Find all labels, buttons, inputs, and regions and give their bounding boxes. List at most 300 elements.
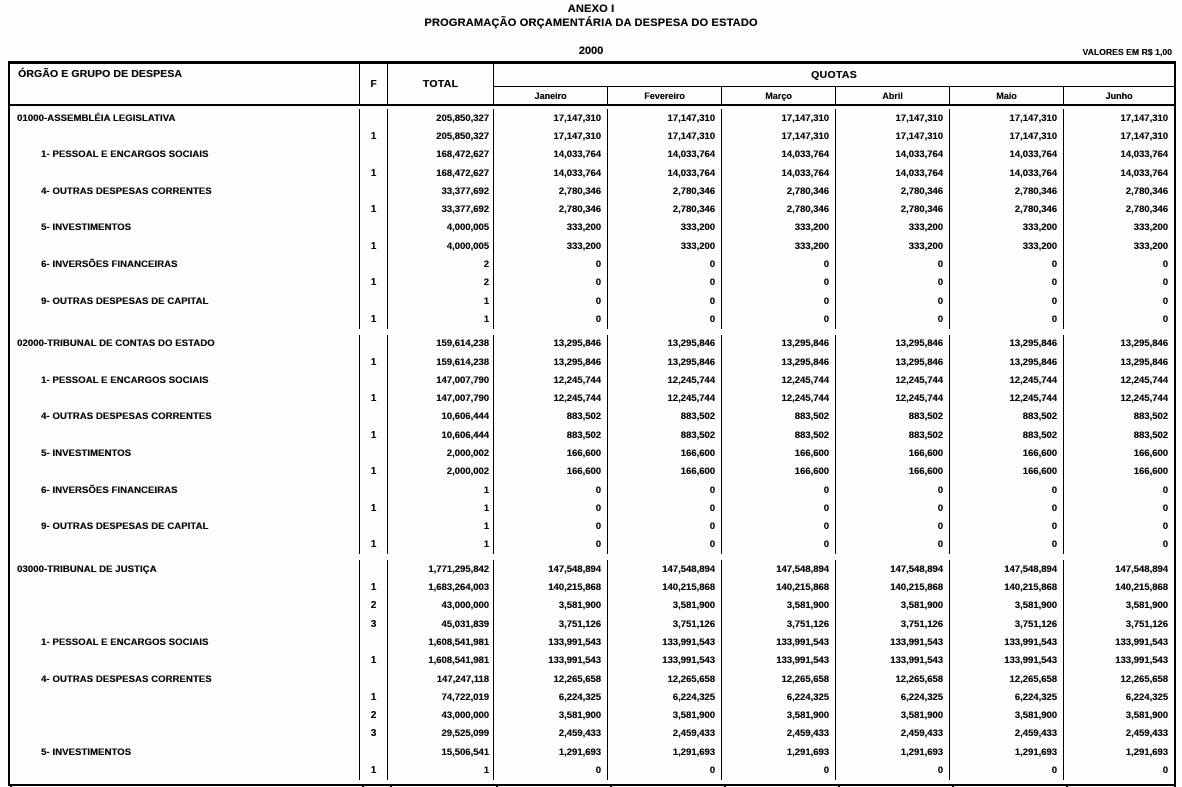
organ-group-label: [10, 652, 360, 670]
funding-source-cell: 1: [360, 274, 388, 292]
month-value-cell: 0: [722, 761, 836, 779]
organ-group-label: [10, 274, 360, 292]
month-value-cell: 3,581,900: [836, 707, 950, 725]
month-value-cell: 0: [836, 499, 950, 517]
month-value-cell: 333,200: [1133, 240, 1168, 252]
month-value-cell: 883,502: [722, 426, 836, 444]
month-value-cell: 333,200: [722, 237, 836, 255]
month-value-cell: 0: [608, 761, 722, 779]
organ-group-label: 9- OUTRAS DESPESAS DE CAPITAL: [10, 292, 360, 310]
funding-source-cell: 1: [360, 127, 388, 145]
month-value-cell: 17,147,310: [722, 127, 836, 145]
month-value-cell: 13,295,846: [836, 353, 950, 371]
total-value-cell: 1: [388, 536, 494, 554]
month-value-cell: 0: [494, 518, 608, 536]
total-value-cell: 1: [388, 518, 494, 536]
month-value-cell: 2,459,433: [836, 725, 950, 743]
month-value-cell: 12,245,744: [836, 371, 950, 389]
table-row: [10, 182, 1174, 200]
month-value-cell: 17,147,310: [1120, 112, 1168, 124]
funding-source-cell: [360, 292, 388, 310]
month-value-cell: 14,033,764: [950, 146, 1064, 164]
month-value-cell: 12,245,744: [722, 371, 836, 389]
month-value-cell: 3,581,900: [836, 597, 950, 615]
organ-group-label: 5- INVESTIMENTOS: [10, 743, 360, 761]
month-value-cell: 166,600: [494, 463, 608, 481]
month-value-cell: 166,600: [836, 444, 950, 462]
funding-source-cell: 3: [360, 615, 388, 633]
funding-source-cell: 1: [360, 353, 388, 371]
table-row: [10, 335, 1174, 353]
month-value-cell: 166,600: [1133, 466, 1168, 478]
month-value-cell: 166,600: [608, 463, 722, 481]
funding-source-cell: [360, 109, 388, 127]
month-value-cell: 0: [1162, 539, 1168, 551]
organ-group-label: 4- OUTRAS DESPESAS CORRENTES: [10, 182, 360, 200]
month-value-cell: 2,780,346: [722, 182, 836, 200]
month-value-cell: 333,200: [608, 237, 722, 255]
funding-source-cell: [360, 670, 388, 688]
total-value-cell: 168,472,627: [388, 164, 494, 182]
total-value-cell: 74,722,019: [388, 688, 494, 706]
total-value-cell: 29,525,099: [388, 725, 494, 743]
month-value-cell: 3,581,900: [722, 707, 836, 725]
month-value-cell: 133,991,543: [608, 652, 722, 670]
organ-group-label: [10, 426, 360, 444]
month-value-cell: 147,548,894: [950, 560, 1064, 578]
month-value-cell: 0: [1162, 259, 1168, 271]
month-value-cell: 2,780,346: [950, 182, 1064, 200]
month-value-cell: 166,600: [494, 444, 608, 462]
month-value-cell: 883,502: [1133, 429, 1168, 441]
organ-group-label: 6- INVERSÕES FINANCEIRAS: [10, 481, 360, 499]
total-value-cell: 4,000,005: [388, 237, 494, 255]
funding-source-cell: 2: [360, 597, 388, 615]
month-value-cell: 0: [722, 292, 836, 310]
month-value-cell: 13,295,846: [608, 353, 722, 371]
table-row: [10, 426, 1174, 444]
total-value-cell: 10,606,444: [388, 408, 494, 426]
funding-source-cell: 1: [360, 237, 388, 255]
month-value-cell: 2,780,346: [836, 200, 950, 218]
funding-source-cell: 1: [360, 688, 388, 706]
table-row: [10, 444, 1174, 462]
month-value-cell: 0: [494, 310, 608, 328]
total-value-cell: 1,771,295,842: [388, 560, 494, 578]
table-row: [10, 292, 1174, 310]
organ-group-label: [10, 353, 360, 371]
organ-group-label: 4- OUTRAS DESPESAS CORRENTES: [10, 408, 360, 426]
funding-source-cell: 1: [360, 761, 388, 779]
month-value-cell: 13,295,846: [1120, 338, 1168, 350]
month-value-cell: 12,245,744: [1120, 374, 1168, 386]
month-value-cell: 0: [1162, 521, 1168, 533]
funding-source-cell: [360, 743, 388, 761]
month-value-cell: 333,200: [836, 237, 950, 255]
month-value-cell: 166,600: [950, 463, 1064, 481]
organ-group-label: [10, 578, 360, 596]
month-value-cell: 14,033,764: [1120, 167, 1168, 179]
month-value-cell: 12,245,744: [836, 389, 950, 407]
month-value-cell: 0: [722, 481, 836, 499]
funding-source-cell: 1: [360, 389, 388, 407]
month-value-cell: 0: [494, 499, 608, 517]
month-value-cell: 0: [494, 292, 608, 310]
table-row: [10, 688, 1174, 706]
funding-source-cell: 1: [360, 499, 388, 517]
total-value-cell: 1,683,264,003: [388, 578, 494, 596]
organ-group-label: 1- PESSOAL E ENCARGOS SOCIAIS: [10, 371, 360, 389]
total-value-cell: 2: [388, 255, 494, 273]
month-value-cell: 133,991,543: [1115, 655, 1168, 667]
total-value-cell: 1: [388, 761, 494, 779]
month-value-cell: 0: [494, 481, 608, 499]
month-value-cell: 883,502: [836, 426, 950, 444]
month-value-cell: 0: [722, 518, 836, 536]
table-row: [10, 310, 1174, 328]
month-value-cell: 0: [608, 255, 722, 273]
month-value-cell: 147,548,894: [608, 560, 722, 578]
month-value-cell: 12,265,658: [608, 670, 722, 688]
month-value-cell: 17,147,310: [836, 109, 950, 127]
month-value-cell: 883,502: [722, 408, 836, 426]
month-value-cell: 133,991,543: [1115, 636, 1168, 648]
total-value-cell: 15,506,541: [388, 743, 494, 761]
organ-group-label: [10, 597, 360, 615]
month-value-cell: 2,780,346: [608, 200, 722, 218]
month-value-cell: 2,459,433: [950, 725, 1064, 743]
funding-source-cell: [360, 408, 388, 426]
month-value-cell: 2,780,346: [608, 182, 722, 200]
month-value-cell: 883,502: [950, 408, 1064, 426]
total-value-cell: 2,000,002: [388, 444, 494, 462]
organ-group-label: 03000-TRIBUNAL DE JUSTIÇA: [10, 560, 360, 578]
month-value-cell: 17,147,310: [1120, 130, 1168, 142]
month-value-cell: 0: [494, 255, 608, 273]
month-value-cell: 0: [1162, 765, 1168, 777]
month-value-cell: 3,751,126: [722, 615, 836, 633]
month-value-cell: 0: [608, 292, 722, 310]
month-value-cell: 333,200: [836, 219, 950, 237]
table-row: [10, 146, 1174, 164]
total-value-cell: 2: [388, 274, 494, 292]
month-value-cell: 3,581,900: [1125, 600, 1168, 612]
month-value-cell: 13,295,846: [950, 353, 1064, 371]
table-row: [10, 109, 1174, 127]
month-value-cell: 0: [836, 292, 950, 310]
funding-source-cell: [360, 255, 388, 273]
month-value-cell: 133,991,543: [494, 652, 608, 670]
month-value-cell: 14,033,764: [950, 164, 1064, 182]
funding-source-cell: [360, 444, 388, 462]
month-value-cell: 133,991,543: [608, 633, 722, 651]
table-row: [10, 408, 1174, 426]
funding-source-cell: 1: [360, 463, 388, 481]
month-value-cell: 133,991,543: [722, 652, 836, 670]
table-row: [10, 371, 1174, 389]
funding-source-cell: 1: [360, 164, 388, 182]
month-value-cell: 333,200: [950, 219, 1064, 237]
month-value-cell: 13,295,846: [722, 353, 836, 371]
month-value-cell: 1,291,693: [950, 743, 1064, 761]
month-value-cell: 2,459,433: [1125, 728, 1168, 740]
month-value-cell: 12,245,744: [722, 389, 836, 407]
month-value-cell: 6,224,325: [494, 688, 608, 706]
month-value-cell: 0: [950, 255, 1064, 273]
month-value-cell: 17,147,310: [950, 127, 1064, 145]
month-value-cell: 14,033,764: [722, 164, 836, 182]
month-value-cell: 333,200: [608, 219, 722, 237]
month-value-cell: 140,215,868: [836, 578, 950, 596]
table-row: [10, 725, 1174, 743]
month-value-cell: 3,581,900: [722, 597, 836, 615]
organ-group-label: [10, 237, 360, 255]
month-value-cell: 0: [950, 536, 1064, 554]
table-row: [10, 200, 1174, 218]
month-value-cell: 3,751,126: [950, 615, 1064, 633]
month-value-cell: 1,291,693: [608, 743, 722, 761]
month-value-cell: 0: [1162, 295, 1168, 307]
organ-group-label: 9- OUTRAS DESPESAS DE CAPITAL: [10, 518, 360, 536]
funding-source-cell: [360, 481, 388, 499]
month-value-cell: 166,600: [950, 444, 1064, 462]
table-row: [10, 597, 1174, 615]
month-value-cell: 0: [1162, 277, 1168, 289]
month-value-cell: 1,291,693: [836, 743, 950, 761]
month-value-cell: 3,751,126: [836, 615, 950, 633]
organ-group-label: [10, 164, 360, 182]
organ-group-label: [10, 463, 360, 481]
organ-group-label: [10, 200, 360, 218]
funding-source-cell: [360, 371, 388, 389]
month-value-cell: 14,033,764: [836, 146, 950, 164]
month-value-cell: 0: [608, 536, 722, 554]
document-title: PROGRAMAÇÃO ORÇAMENTÁRIA DA DESPESA DO ESTADO: [424, 17, 758, 29]
total-value-cell: 1: [388, 292, 494, 310]
month-value-cell: 166,600: [1133, 447, 1168, 459]
month-value-cell: 0: [950, 274, 1064, 292]
month-value-cell: 333,200: [950, 237, 1064, 255]
funding-source-cell: 1: [360, 578, 388, 596]
month-value-cell: 0: [950, 481, 1064, 499]
total-value-cell: 147,007,790: [388, 371, 494, 389]
month-value-cell: 6,224,325: [608, 688, 722, 706]
month-value-cell: 14,033,764: [608, 164, 722, 182]
organ-group-label: [10, 725, 360, 743]
table-header: [10, 64, 1174, 106]
month-value-cell: 0: [836, 274, 950, 292]
month-value-cell: 0: [1162, 484, 1168, 496]
organ-group-label: 1- PESSOAL E ENCARGOS SOCIAIS: [10, 146, 360, 164]
month-value-cell: 133,991,543: [950, 652, 1064, 670]
month-value-cell: 0: [1162, 502, 1168, 514]
month-value-cell: 13,295,846: [1120, 356, 1168, 368]
month-value-cell: 166,600: [836, 463, 950, 481]
table-row: [10, 652, 1174, 670]
total-value-cell: 147,007,790: [388, 389, 494, 407]
month-value-cell: 3,751,126: [608, 615, 722, 633]
month-value-cell: 1,291,693: [1125, 746, 1168, 758]
month-value-cell: 140,215,868: [1115, 582, 1168, 594]
month-value-cell: 0: [950, 761, 1064, 779]
month-value-cell: 2,780,346: [1125, 185, 1168, 197]
month-value-cell: 333,200: [722, 219, 836, 237]
year-label: 2000: [578, 45, 604, 57]
total-value-cell: 159,614,238: [388, 335, 494, 353]
month-value-cell: 0: [608, 499, 722, 517]
total-value-cell: 43,000,000: [388, 707, 494, 725]
funding-source-cell: [360, 182, 388, 200]
column-header-month-fev: Fevereiro: [608, 87, 722, 104]
table-row: [10, 127, 1174, 145]
total-value-cell: 43,000,000: [388, 597, 494, 615]
total-value-cell: 2,000,002: [388, 463, 494, 481]
month-value-cell: 0: [836, 518, 950, 536]
month-value-cell: 3,751,126: [494, 615, 608, 633]
table-row: [10, 219, 1174, 237]
month-value-cell: 883,502: [494, 408, 608, 426]
column-header-month-jan: Janeiro: [494, 87, 608, 104]
organ-group-label: 5- INVESTIMENTOS: [10, 444, 360, 462]
month-value-cell: 3,581,900: [608, 597, 722, 615]
month-value-cell: 0: [722, 274, 836, 292]
month-value-cell: 1,291,693: [494, 743, 608, 761]
table-row: [10, 274, 1174, 292]
month-value-cell: 883,502: [836, 408, 950, 426]
month-value-cell: 133,991,543: [836, 633, 950, 651]
column-header-organ: ÓRGÃO E GRUPO DE DESPESA: [10, 64, 360, 104]
table-row: [10, 463, 1174, 481]
month-value-cell: 166,600: [608, 444, 722, 462]
table-row: [10, 255, 1174, 273]
month-value-cell: 14,033,764: [836, 164, 950, 182]
table-row: [10, 389, 1174, 407]
month-value-cell: 2,780,346: [950, 200, 1064, 218]
month-value-cell: 133,991,543: [950, 633, 1064, 651]
table-row: [10, 743, 1174, 761]
month-value-cell: 0: [1162, 313, 1168, 325]
month-value-cell: 3,581,900: [950, 707, 1064, 725]
month-value-cell: 2,780,346: [494, 200, 608, 218]
funding-source-cell: 2: [360, 707, 388, 725]
organ-group-label: [10, 389, 360, 407]
total-value-cell: 33,377,692: [388, 182, 494, 200]
month-value-cell: 6,224,325: [722, 688, 836, 706]
total-value-cell: 159,614,238: [388, 353, 494, 371]
month-value-cell: 140,215,868: [950, 578, 1064, 596]
month-value-cell: 140,215,868: [722, 578, 836, 596]
table-row: [10, 707, 1174, 725]
month-value-cell: 17,147,310: [494, 109, 608, 127]
month-value-cell: 6,224,325: [836, 688, 950, 706]
month-value-cell: 3,751,126: [1125, 618, 1168, 630]
month-value-cell: 2,459,433: [608, 725, 722, 743]
funding-source-cell: 1: [360, 536, 388, 554]
month-value-cell: 0: [494, 536, 608, 554]
month-value-cell: 6,224,325: [950, 688, 1064, 706]
funding-source-cell: [360, 633, 388, 651]
month-value-cell: 12,265,658: [836, 670, 950, 688]
organ-group-label: [10, 615, 360, 633]
table-row: [10, 536, 1174, 554]
month-value-cell: 0: [608, 518, 722, 536]
month-value-cell: 17,147,310: [836, 127, 950, 145]
month-value-cell: 2,780,346: [494, 182, 608, 200]
total-value-cell: 205,850,327: [388, 127, 494, 145]
organ-group-label: [10, 310, 360, 328]
month-value-cell: 17,147,310: [608, 109, 722, 127]
month-value-cell: 12,265,658: [494, 670, 608, 688]
month-value-cell: 2,459,433: [722, 725, 836, 743]
organ-group-label: 02000-TRIBUNAL DE CONTAS DO ESTADO: [10, 335, 360, 353]
organ-group-label: [10, 499, 360, 517]
month-value-cell: 147,548,894: [1115, 563, 1168, 575]
month-value-cell: 0: [722, 310, 836, 328]
month-value-cell: 0: [722, 255, 836, 273]
organ-group-label: 5- INVESTIMENTOS: [10, 219, 360, 237]
funding-source-cell: 3: [360, 725, 388, 743]
month-value-cell: 0: [494, 761, 608, 779]
column-header-month-jun: Junho: [1105, 90, 1133, 101]
month-value-cell: 140,215,868: [608, 578, 722, 596]
table-row: [10, 164, 1174, 182]
organ-group-label: [10, 127, 360, 145]
month-value-cell: 17,147,310: [722, 109, 836, 127]
table-row: [10, 518, 1174, 536]
month-value-cell: 14,033,764: [608, 146, 722, 164]
month-value-cell: 166,600: [722, 444, 836, 462]
funding-source-cell: 1: [360, 652, 388, 670]
month-value-cell: 14,033,764: [494, 146, 608, 164]
month-value-cell: 2,780,346: [722, 200, 836, 218]
month-value-cell: 0: [836, 310, 950, 328]
table-row: [10, 761, 1174, 779]
month-value-cell: 0: [836, 761, 950, 779]
total-value-cell: 1: [388, 310, 494, 328]
funding-source-cell: [360, 335, 388, 353]
month-value-cell: 0: [836, 481, 950, 499]
table-row: [10, 499, 1174, 517]
budget-table: [8, 61, 1176, 786]
month-value-cell: 3,581,900: [608, 707, 722, 725]
month-value-cell: 2,459,433: [494, 725, 608, 743]
total-value-cell: 1,608,541,981: [388, 633, 494, 651]
funding-source-cell: [360, 219, 388, 237]
table-row: [10, 670, 1174, 688]
organ-group-label: 4- OUTRAS DESPESAS CORRENTES: [10, 670, 360, 688]
organ-group-label: [10, 688, 360, 706]
month-value-cell: 147,548,894: [722, 560, 836, 578]
column-header-f: F: [360, 64, 388, 104]
month-value-cell: 17,147,310: [950, 109, 1064, 127]
total-value-cell: 4,000,005: [388, 219, 494, 237]
month-value-cell: 166,600: [722, 463, 836, 481]
total-value-cell: 1: [388, 481, 494, 499]
currency-note: VALORES EM R$ 1,00: [1082, 47, 1172, 57]
month-value-cell: 0: [836, 536, 950, 554]
month-value-cell: 12,245,744: [950, 389, 1064, 407]
month-value-cell: 147,548,894: [494, 560, 608, 578]
table-row: [10, 578, 1174, 596]
month-value-cell: 0: [950, 292, 1064, 310]
month-value-cell: 2,780,346: [1125, 204, 1168, 216]
table-row: [10, 633, 1174, 651]
month-value-cell: 883,502: [950, 426, 1064, 444]
month-value-cell: 12,245,744: [494, 371, 608, 389]
month-value-cell: 12,245,744: [1120, 393, 1168, 405]
month-value-cell: 883,502: [1133, 411, 1168, 423]
month-value-cell: 13,295,846: [950, 335, 1064, 353]
